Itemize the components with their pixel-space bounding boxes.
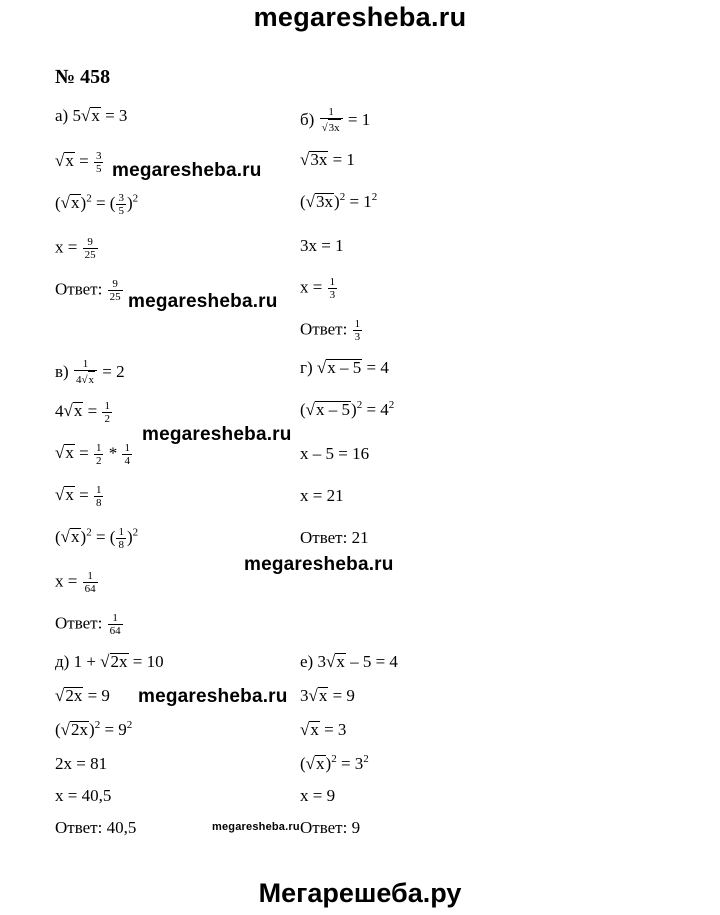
part-v-label: в)	[55, 361, 69, 381]
part-b-label: б)	[300, 109, 315, 129]
problem-number: № 458	[55, 66, 111, 88]
part-d-step-2: $(√2x)^2 = 9^2$	[55, 719, 133, 739]
watermark: megaresheba.ru	[212, 821, 300, 833]
part-e-step-4: x = 9	[300, 786, 336, 805]
fraction: $\frac{3}{5}$	[95, 150, 102, 175]
part-b-step-2: $(√3x)^2 = 1^2$	[300, 191, 378, 211]
part-v-answer: Ответ: $\frac{1}{64}$	[55, 612, 121, 637]
part-e-step-3: $(√x)^2 = 3^2$	[300, 753, 369, 773]
part-e-answer: Ответ: 9	[300, 818, 361, 837]
part-a-equation: а) 5√x = 3	[55, 106, 128, 125]
watermark: megaresheba.ru	[112, 160, 262, 181]
part-e-step-1: 3√x = 9	[300, 686, 355, 705]
part-d-step-1: √2x = 9	[55, 686, 110, 705]
watermark: megaresheba.ru	[142, 424, 292, 445]
part-e-equation: е) 3√x – 5 = 4	[300, 652, 398, 671]
part-g-step-2: x – 5 = 16	[300, 444, 370, 463]
part-v-step-2: √x = $\frac{1}{2}$ * $\frac{1}{4}$	[55, 442, 130, 467]
part-a-step-3: x = $\frac{9}{25}$	[55, 236, 96, 261]
part-b-answer: Ответ: $\frac{1}{3}$	[300, 318, 361, 343]
part-d-equation: д) 1 + √2x = 10	[55, 652, 164, 671]
part-d-label: д)	[55, 652, 70, 671]
part-b-equation: б) $\frac{1}{√3x}$ = 1	[300, 106, 371, 134]
watermark: megaresheba.ru	[128, 291, 278, 312]
part-d-step-3: 2x = 81	[55, 754, 108, 773]
watermark: megaresheba.ru	[138, 686, 288, 707]
site-header: megaresheba.ru	[253, 2, 467, 32]
part-g-step-1: $(√x - 5)^2 = 4^2$	[300, 399, 395, 419]
part-e-label: е)	[300, 652, 314, 671]
part-g-equation: г) √x – 5 = 4	[300, 358, 389, 377]
part-g-label: г)	[300, 358, 313, 377]
part-v-step-1: 4√x = $\frac{1}{2}$	[55, 400, 110, 425]
part-e-step-2: √x = 3	[300, 720, 347, 739]
part-a-step-1: √x = $\frac{3}{5}$	[55, 150, 102, 175]
part-b-step-1: √3x = 1	[300, 150, 355, 169]
part-v-step-3: √x = $\frac{1}{8}$	[55, 484, 102, 509]
part-v-step-5: x = $\frac{1}{64}$	[55, 570, 96, 595]
site-footer: Мегарешеба.ру	[258, 878, 462, 908]
part-g-step-3: x = 21	[300, 486, 344, 505]
part-b-step-3: 3x = 1	[300, 236, 344, 255]
part-a-label: а)	[55, 106, 69, 125]
part-b-step-4: x = $\frac{1}{3}$	[300, 276, 336, 301]
part-d-step-4: x = 40,5	[55, 786, 112, 805]
part-a-step-2: $(√x)^2$ = ( $\frac{3}{5}$ )$^2$	[55, 192, 139, 217]
watermark: megaresheba.ru	[244, 554, 394, 575]
part-v-equation: в) $\frac{1}{4√x}$ = 2	[55, 358, 125, 386]
answer-label: Ответ:	[55, 279, 103, 299]
part-d-answer: Ответ: 40,5	[55, 818, 137, 837]
part-g-answer: Ответ: 21	[300, 528, 369, 547]
part-v-step-4: $(√x)^2$ = ( $\frac{1}{8}$ )$^2$	[55, 526, 139, 551]
part-a-answer: Ответ: $\frac{9}{25}$	[55, 278, 121, 303]
sqrt-symbol: √x	[80, 106, 100, 125]
